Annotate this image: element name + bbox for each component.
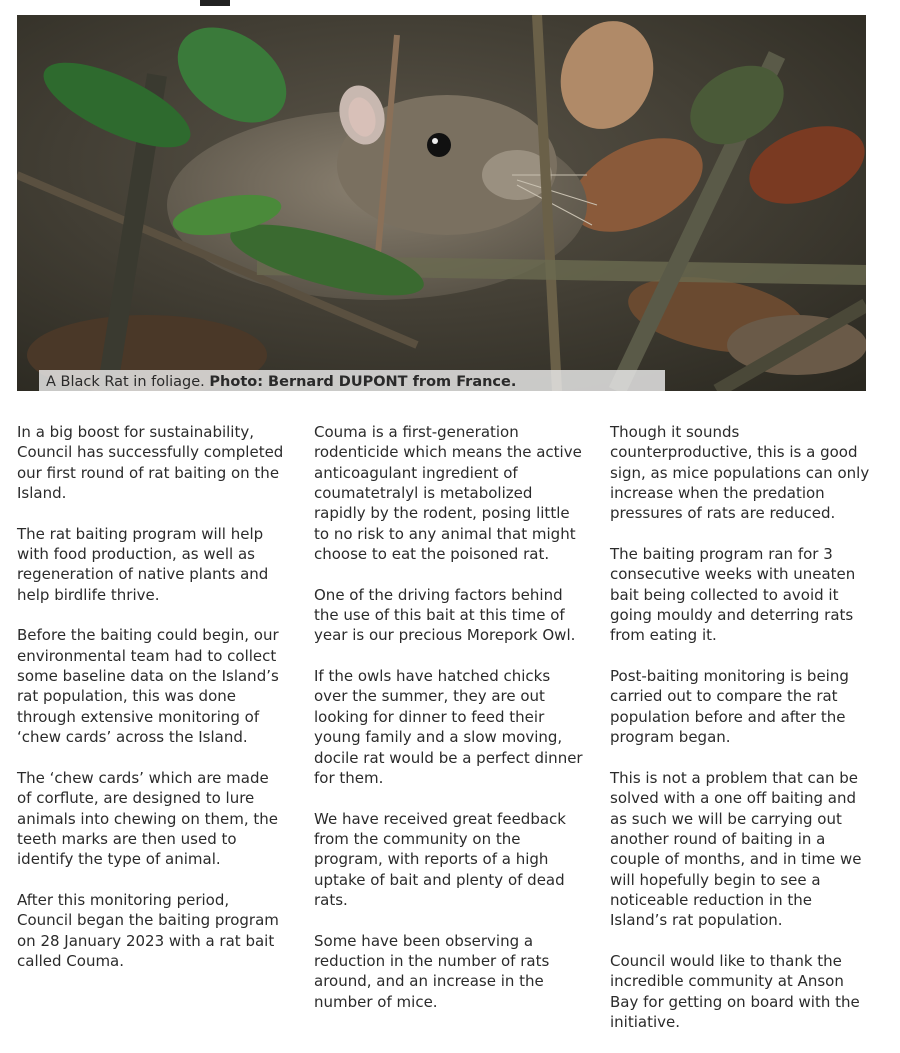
article-column-3 xyxy=(610,422,872,1053)
paragraph: Though it sounds counterproductive, this is a good sign, as mice populations can only increase when the predation pressures of rats are reduced. xyxy=(610,423,870,523)
article-column-2 xyxy=(314,422,584,1032)
paragraph: One of the driving factors behind the use of this bait at this time of year is our precious Morepork Owl. xyxy=(314,585,576,645)
paragraph: In a big boost for sustainability, Council has successfully completed our first round of rat baiting on the Island. xyxy=(17,423,284,503)
paragraph: We have received great feedback from the community on the program, with reports of a high uptake of bait and plenty of dead rats. xyxy=(314,809,566,909)
paragraph: The baiting program ran for 3 consecutive weeks with uneaten bait being collected to avoid it going mouldy and deterring rats from eating it. xyxy=(610,545,856,645)
paragraph: If the owls have hatched chicks over the summer, they are out looking for dinner to feed their young family and a slow moving, docile rat would be a perfect dinner for them. xyxy=(314,667,583,787)
paragraph: This is not a problem that can be solved with a one off baiting and as such we will be carrying out another round of baiting in a couple of months, and in time we will hopefully begin to see a noticeable reduction in the Island’s rat population. xyxy=(610,768,862,930)
paragraph: Some have been observing a reduction in the number of rats around, and an increase in the number of mice. xyxy=(314,931,550,1011)
caption-text: A Black Rat in foliage. xyxy=(46,374,205,390)
paragraph: The rat baiting program will help with food production, as well as regeneration of native plants and help birdlife thrive. xyxy=(17,524,269,604)
photo-caption xyxy=(39,370,665,391)
paragraph: Before the baiting could begin, our environmental team had to collect some baseline data on the Island’s rat population, this was done through extensive monitoring of ‘chew cards’ across the Island. xyxy=(17,626,279,747)
caption-credit: Photo: Bernard DUPONT from France. xyxy=(209,374,517,390)
black-rat-photo xyxy=(17,15,866,391)
article-column-1 xyxy=(17,422,287,992)
paragraph: Council would like to thank the incredible community at Anson Bay for getting on board with the initiative. xyxy=(610,951,860,1031)
paragraph: The ‘chew cards’ which are made of corflute, are designed to lure animals into chewing on them, the teeth marks are then used to identify the type of animal. xyxy=(17,768,278,869)
paragraph: After this monitoring period, Council began the baiting program on 28 January 2023 with a rat bait called Couma. xyxy=(17,890,279,970)
cropped-title-fragment xyxy=(200,0,230,6)
paragraph: Couma is a first-generation rodenticide which means the active anticoagulant ingredient of coumatetralyl is metabolized rapidly by the rodent, posing little to no risk to any animal that might choose to eat the poisoned rat. xyxy=(314,423,582,564)
paragraph: Post-baiting monitoring is being carried out to compare the rat population before and after the program began. xyxy=(610,667,849,747)
